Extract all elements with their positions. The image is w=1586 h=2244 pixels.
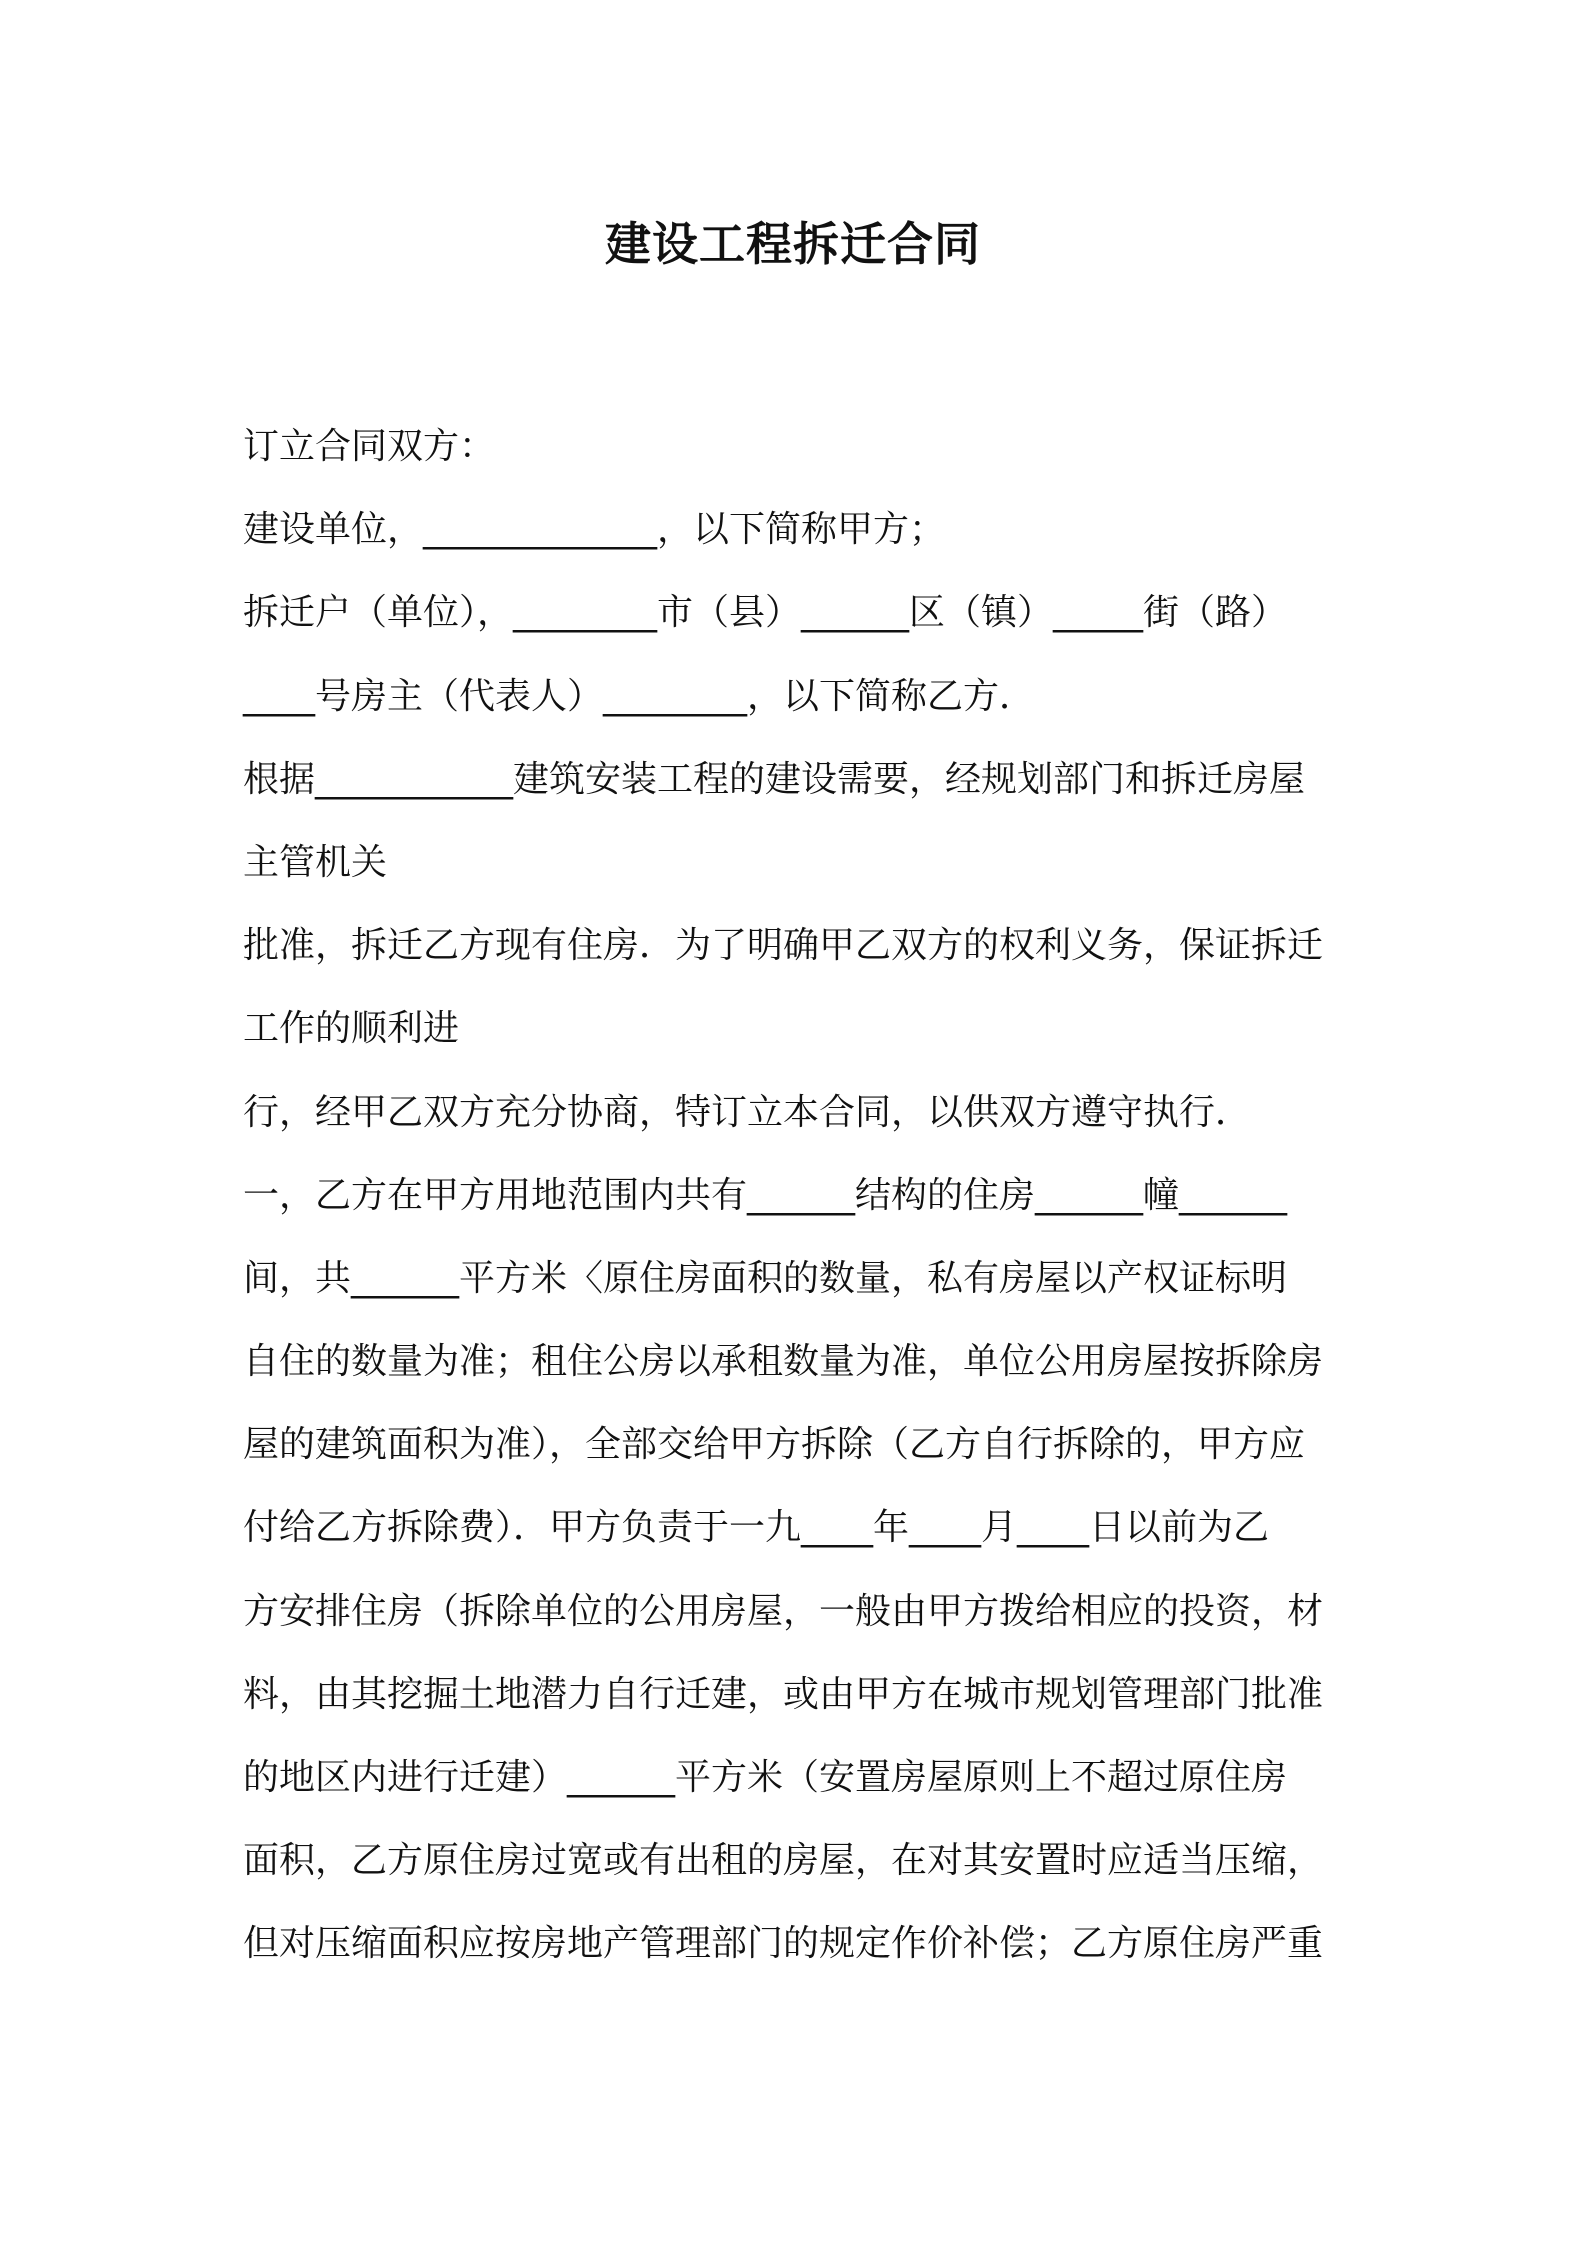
text-line: 间，共______平方米〈原住房面积的数量，私有房屋以产权证标明	[243, 1257, 1288, 1299]
text-line: ____号房主（代表人）________，以下简称乙方．	[243, 675, 1036, 717]
text-line: 屋的建筑面积为准），全部交给甲方拆除（乙方自行拆除的，甲方应	[243, 1424, 1306, 1466]
text-line: 拆迁户（单位），________市（县）______区（镇）_____街（路）	[243, 592, 1288, 634]
text-line: 付给乙方拆除费）．甲方负责于一九____年____月____日以前为乙	[243, 1507, 1270, 1549]
text-line: 方安排住房（拆除单位的公用房屋，一般由甲方拨给相应的投资，材	[243, 1590, 1324, 1632]
text-line: 根据___________建筑安装工程的建设需要，经规划部门和拆迁房屋	[243, 758, 1306, 800]
text-line: 面积，乙方原住房过宽或有出租的房屋，在对其安置时应适当压缩，	[243, 1840, 1324, 1882]
document-title: 建设工程拆迁合同	[605, 217, 981, 271]
text-line: 自住的数量为准；租住公房以承租数量为准，单位公用房屋按拆除房	[243, 1341, 1324, 1383]
text-line: 建设单位，_____________，以下简称甲方；	[243, 509, 946, 551]
text-line: 订立合同双方：	[243, 426, 496, 467]
text-line: 批准，拆迁乙方现有住房．为了明确甲乙双方的权利义务，保证拆迁	[243, 925, 1324, 967]
text-line: 一，乙方在甲方用地范围内共有______结构的住房______幢______	[243, 1174, 1288, 1216]
text-line: 但对压缩面积应按房地产管理部门的规定作价补偿；乙方原住房严重	[243, 1923, 1324, 1965]
text-line: 行，经甲乙双方充分协商，特订立本合同，以供双方遵守执行．	[243, 1091, 1252, 1133]
text-line: 料，由其挖掘土地潜力自行迁建，或由甲方在城市规划管理部门批准	[243, 1673, 1324, 1715]
document-body	[243, 405, 1358, 1986]
text-line: 主管机关	[243, 841, 388, 883]
text-line: 的地区内进行迁建）______平方米（安置房屋原则上不超过原住房	[243, 1757, 1288, 1798]
text-line: 工作的顺利进	[243, 1008, 460, 1050]
